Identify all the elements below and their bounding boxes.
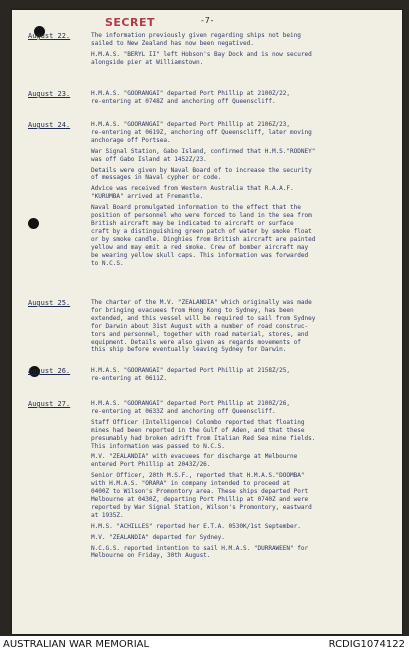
archive-footer (0, 636, 409, 653)
entry-paragraph: H.M.A.S. "BERYL II" left Hobson's Bay Dock and is now secured alongside pier at Williamstown. (91, 50, 312, 66)
entry-paragraph: Senior Officer, 20th M.S.F., reported that H.M.A.S."DOOMBA" with H.M.A.S. "ORARA" in company intended to proceed at 0400Z to Wilson's Promontory area. These ships departed Port Melbourne at 0430Z, departing Port Phillip at 0740Z and were reported by War Signal Station, Wilson's Promontory, eastward at 1935Z. (91, 472, 312, 519)
punch-hole (28, 218, 39, 229)
entry-paragraph: M.V. "ZEALANDIA" departed for Sydney. (91, 533, 225, 541)
entry-paragraph: H.M.A.S. "GOORANGAI" departed Port Phillip at 2158Z/25, re-entering at 0611Z. (91, 367, 291, 382)
entry-paragraph: H.M.A.S. "GOORANGAI" departed Port Phillip at 2106Z/23, re-entering at 0619Z, anchoring off Queenscliff, later moving anchorage off Portsea. (91, 121, 312, 144)
entry-body (91, 121, 397, 270)
record-id: RCDIG1074122 (328, 639, 405, 650)
entry-date: August 23. (28, 90, 71, 98)
entry-body (91, 32, 397, 70)
entry-date: August 27. (28, 400, 71, 408)
entry-paragraph: H.M.A.S. "GOORANGAI" departed Port Phillip at 2100Z/26, re-entering at 0633Z and anchoring off Queenscliff. (91, 400, 291, 415)
entry-date: August 25. (28, 299, 71, 307)
entry-paragraph: The charter of the M.V. "ZEALANDIA" which originally was made for bringing evacuees from Hong Kong to Sydney, has been extended, and this vessel will be required to sail from Sydney for Darwin about 31st August with a number of road construc- tors and personnel, together with road material, stores, and equipment. Details were also given as regards movements of this ship before eventually leaving Sydney for Darwin. (91, 299, 316, 354)
entry-paragraph: H.M.A.S. "GOORANGAI" departed Port Phillip at 2100Z/22, re-entering at 0748Z and anchoring off Queenscliff. (91, 90, 291, 105)
entry-date: August 24. (28, 121, 71, 129)
entry-date: August 26. (28, 367, 71, 375)
entry-paragraph: Staff Officer (Intelligence) Colombo reported that floating mines had been reported in the Gulf of Aden, and that these presumably had broken adrift from Italian Red Sea mine fields. This information was passed to N.C.S. (91, 418, 316, 450)
entry-paragraph: Naval Board promulgated information to the effect that the position of personnel who were forced to land in the sea from British aircraft may be indicated to aircraft or surface craft by a distinguishing green patch of water by smoke float or by smoke candle. Dinghies from British aircraft are painted yellow and may emit a red smoke. Crew of bomber aircraft may be wearing yellow skull caps. This information was forwarded to N.C.S. (91, 204, 316, 267)
entry-body (91, 400, 397, 563)
page-number: -7- (200, 16, 215, 25)
entry-body (91, 90, 397, 109)
archive-name: AUSTRALIAN WAR MEMORIAL (3, 639, 150, 650)
entry-paragraph: Advice was received from Western Australia that R.A.A.F. "KURUMBA" arrived at Fremantle. (91, 185, 294, 201)
entry-paragraph: N.C.G.S. reported intention to sail H.M.A.S. "DURRAWEEN" for Melbourne on Friday, 30th August. (91, 544, 309, 560)
document-page (12, 10, 402, 634)
entry-paragraph: H.M.S. "ACHILLES" reported her E.T.A. 0530K/1st September. (91, 522, 301, 530)
entry-body (91, 367, 397, 386)
entry-paragraph: M.V. "ZEALANDIA" with evacuees for discharge at Melbourne entered Port Phillip at 2043Z/26. (91, 453, 298, 469)
entry-body (91, 299, 397, 357)
entry-paragraph: Details were given by Naval Board of to increase the security of messages in Naval cypher or code. (91, 166, 312, 182)
secret-stamp: SECRET (105, 16, 155, 29)
entry-paragraph: The information previously given regarding ships not being sailed to New Zealand has now been negatived. (91, 32, 301, 47)
entry-date: August 22. (28, 32, 71, 40)
entry-paragraph: War Signal Station, Gabo Island, confirmed that H.M.S."RODNEY" was off Gabo Island at 1452Z/23. (91, 147, 316, 163)
